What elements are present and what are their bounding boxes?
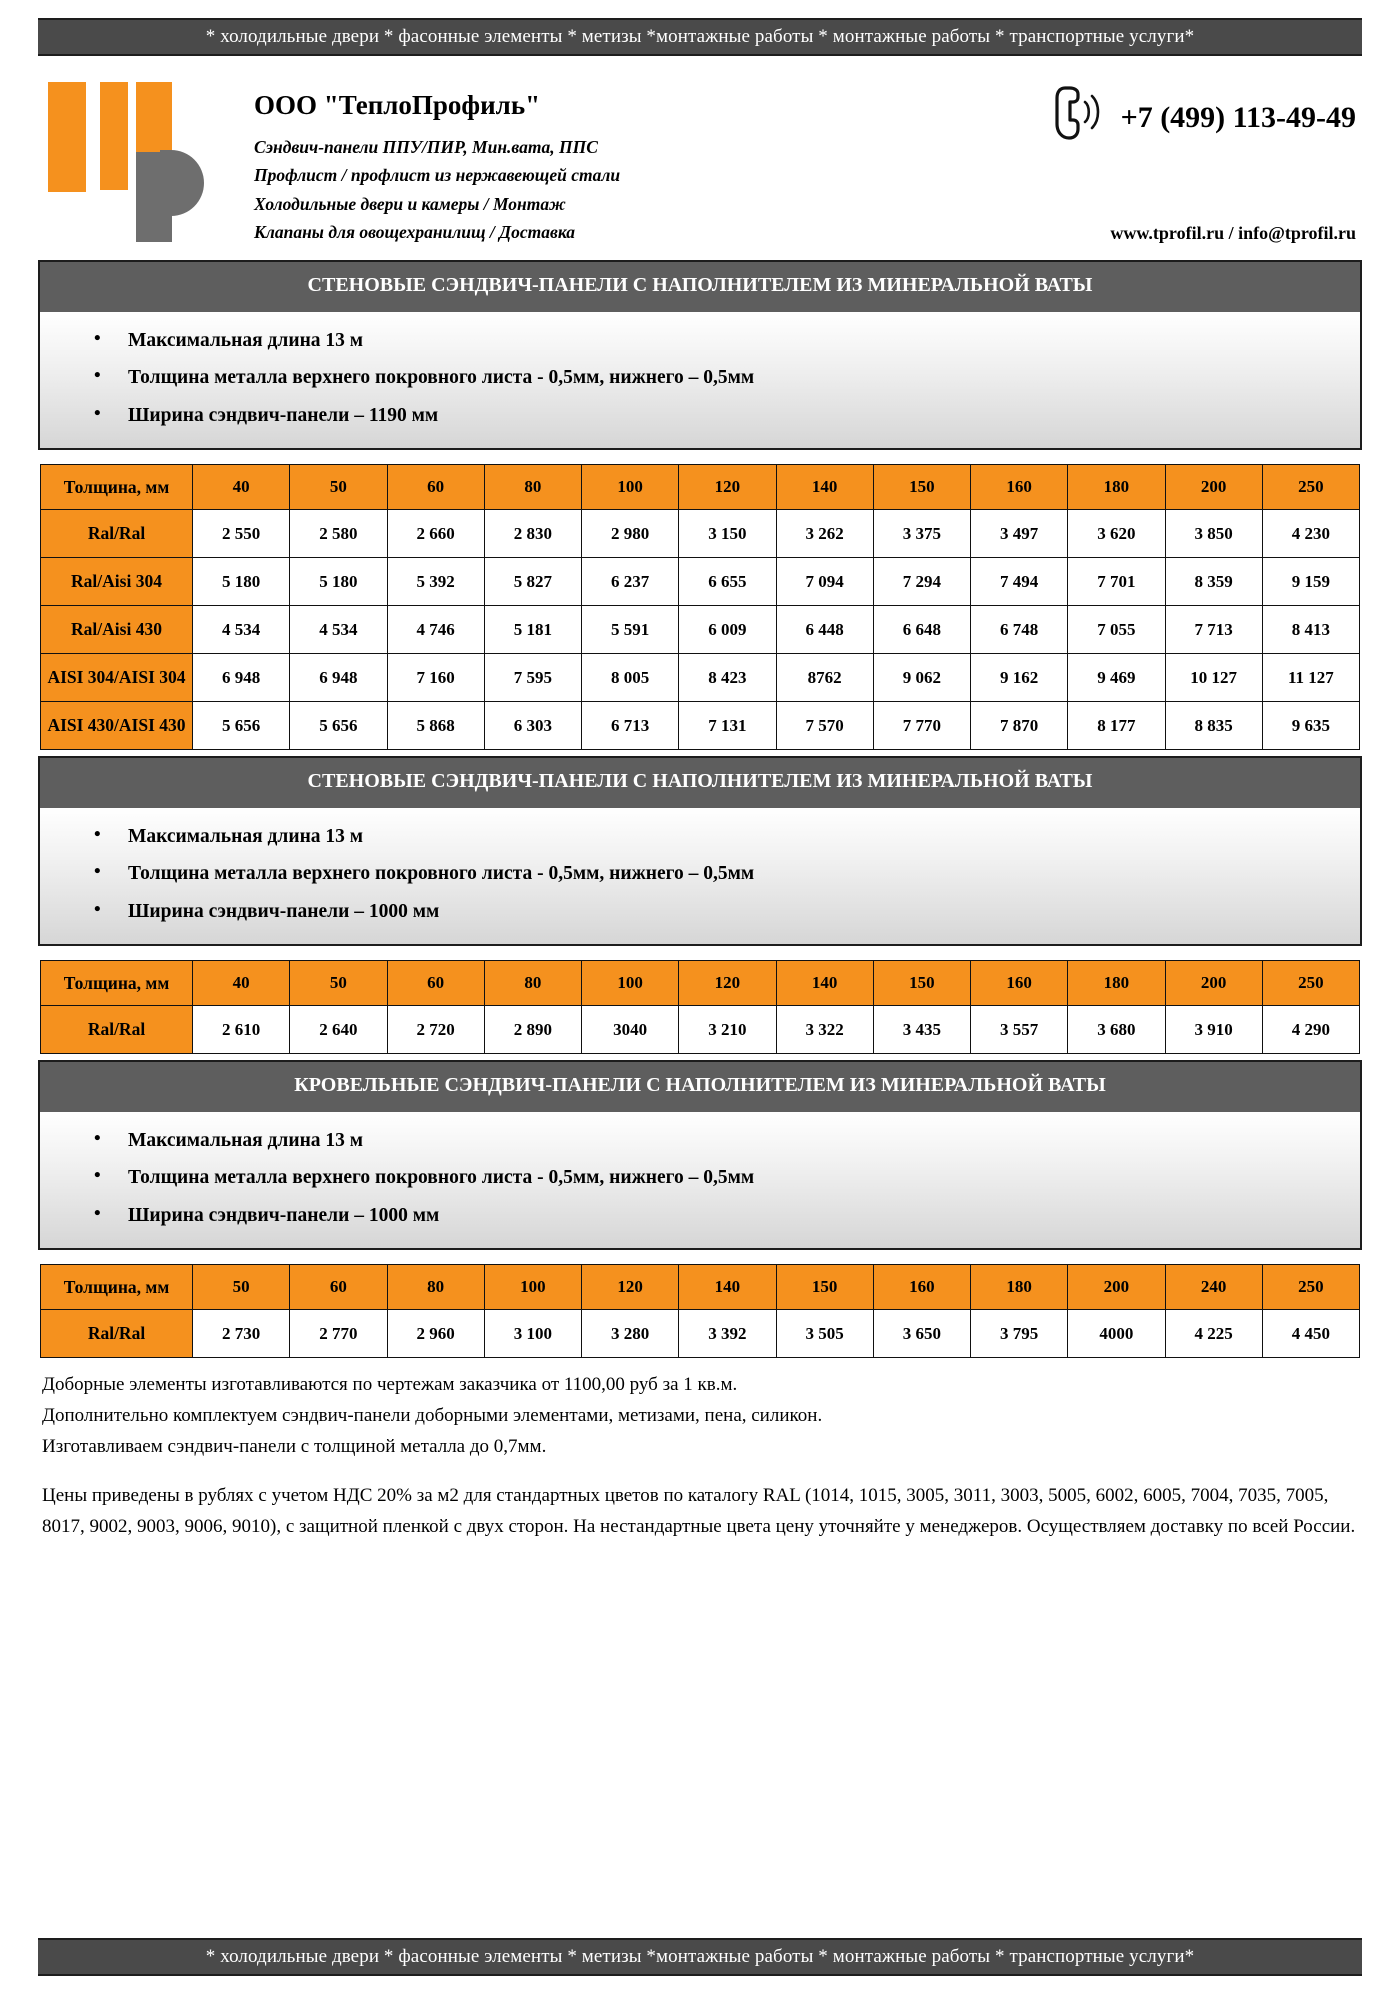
price-cell: 9 469 bbox=[1068, 654, 1165, 702]
table-row bbox=[41, 510, 1360, 558]
note-line-2: Дополнительно комплектуем сэндвич-панели доборными элементами, метизами, пена, силикон. bbox=[42, 1405, 823, 1427]
price-cell: 9 162 bbox=[971, 654, 1068, 702]
company-name: ООО "ТеплоПрофиль" bbox=[254, 90, 541, 120]
price-cell: 3 850 bbox=[1165, 510, 1262, 558]
price-table bbox=[40, 464, 1360, 750]
price-cell: 2 720 bbox=[387, 1006, 484, 1054]
price-cell: 7 595 bbox=[484, 654, 581, 702]
price-cell: 3 150 bbox=[679, 510, 776, 558]
price-cell: 3 680 bbox=[1068, 1006, 1165, 1054]
table-row bbox=[41, 654, 1360, 702]
price-cell: 7 494 bbox=[971, 558, 1068, 606]
price-cell: 2 610 bbox=[193, 1006, 290, 1054]
price-cell: 3 280 bbox=[582, 1310, 679, 1358]
price-cell: 3 435 bbox=[873, 1006, 970, 1054]
price-cell: 9 062 bbox=[873, 654, 970, 702]
price-cell: 5 180 bbox=[290, 558, 387, 606]
thickness-column-header: 150 bbox=[776, 1265, 873, 1310]
top-services-banner bbox=[38, 18, 1362, 56]
section-title: СТЕНОВЫЕ СЭНДВИЧ-ПАНЕЛИ С НАПОЛНИТЕЛЕМ ИЗ МИНЕРАЛЬНОЙ ВАТЫ bbox=[38, 756, 1362, 808]
bullet-item: • Ширина сэндвич-панели – 1190 мм bbox=[94, 397, 1360, 434]
price-cell: 3 375 bbox=[873, 510, 970, 558]
price-cell: 4 450 bbox=[1262, 1310, 1359, 1358]
price-table-wrapper bbox=[38, 464, 1362, 750]
price-cell: 8762 bbox=[776, 654, 873, 702]
price-cell: 5 868 bbox=[387, 702, 484, 750]
coating-row-label: Ral/Ral bbox=[41, 510, 193, 558]
thickness-column-header: 160 bbox=[971, 961, 1068, 1006]
note-line-1: Доборные элементы изготавливаются по чертежам заказчика от 1100,00 руб за 1 кв.м. bbox=[42, 1374, 738, 1396]
price-cell: 8 423 bbox=[679, 654, 776, 702]
price-cell: 4 290 bbox=[1262, 1006, 1359, 1054]
price-cell: 3 100 bbox=[484, 1310, 581, 1358]
price-cell: 3040 bbox=[582, 1006, 679, 1054]
price-cell: 2 890 bbox=[484, 1006, 581, 1054]
thickness-column-header: 180 bbox=[971, 1265, 1068, 1310]
price-cell: 6 648 bbox=[873, 606, 970, 654]
price-cell: 7 770 bbox=[873, 702, 970, 750]
thickness-column-header: 120 bbox=[679, 961, 776, 1006]
bottom-services-banner bbox=[38, 1938, 1362, 1976]
thickness-column-header: 40 bbox=[193, 961, 290, 1006]
price-cell: 2 580 bbox=[290, 510, 387, 558]
price-cell: 5 180 bbox=[193, 558, 290, 606]
panel-section bbox=[38, 1060, 1362, 1358]
thickness-column-header: 140 bbox=[776, 465, 873, 510]
note-line-3: Изготавливаем сэндвич-панели с толщиной металла до 0,7мм. bbox=[42, 1436, 547, 1458]
price-cell: 7 713 bbox=[1165, 606, 1262, 654]
price-cell: 3 392 bbox=[679, 1310, 776, 1358]
price-cell: 6 009 bbox=[679, 606, 776, 654]
section-bullets bbox=[40, 818, 1360, 930]
thickness-column-header: 250 bbox=[1262, 961, 1359, 1006]
company-service-line-4: Клапаны для овощехранилищ / Доставка bbox=[254, 222, 576, 243]
price-cell: 2 830 bbox=[484, 510, 581, 558]
price-cell: 11 127 bbox=[1262, 654, 1359, 702]
thickness-column-header: 180 bbox=[1068, 961, 1165, 1006]
price-cell: 6 948 bbox=[290, 654, 387, 702]
thickness-column-header: 200 bbox=[1165, 465, 1262, 510]
thickness-column-header: 140 bbox=[776, 961, 873, 1006]
price-cell: 3 620 bbox=[1068, 510, 1165, 558]
price-cell: 8 177 bbox=[1068, 702, 1165, 750]
phone-number[interactable]: +7 (499) 113-49-49 bbox=[1120, 100, 1356, 134]
price-cell: 2 980 bbox=[582, 510, 679, 558]
price-cell: 9 159 bbox=[1262, 558, 1359, 606]
price-cell: 3 795 bbox=[971, 1310, 1068, 1358]
bullet-item: • Ширина сэндвич-панели – 1000 мм bbox=[94, 893, 1360, 930]
thickness-column-header: 50 bbox=[193, 1265, 290, 1310]
thickness-column-header: 50 bbox=[290, 465, 387, 510]
price-cell: 8 413 bbox=[1262, 606, 1359, 654]
bottom-banner-text: * холодильные двери * фасонные элементы * метизы *монтажные работы * монтажные работы * транспортные услуги* bbox=[205, 1946, 1195, 1967]
company-header bbox=[38, 56, 1362, 254]
price-cell: 4 534 bbox=[290, 606, 387, 654]
thickness-column-header: 160 bbox=[971, 465, 1068, 510]
table-header-row bbox=[41, 465, 1360, 510]
price-cell: 3 505 bbox=[776, 1310, 873, 1358]
company-service-line-3: Холодильные двери и камеры / Монтаж bbox=[254, 193, 566, 214]
price-cell: 5 827 bbox=[484, 558, 581, 606]
price-cell: 7 055 bbox=[1068, 606, 1165, 654]
price-cell: 6 448 bbox=[776, 606, 873, 654]
coating-row-label: AISI 304/AISI 304 bbox=[41, 654, 193, 702]
thickness-column-header: 100 bbox=[484, 1265, 581, 1310]
price-cell: 2 660 bbox=[387, 510, 484, 558]
thickness-column-header: 150 bbox=[873, 465, 970, 510]
thickness-column-header: 80 bbox=[484, 961, 581, 1006]
thickness-column-header: 240 bbox=[1165, 1265, 1262, 1310]
thickness-column-header: 40 bbox=[193, 465, 290, 510]
price-cell: 7 570 bbox=[776, 702, 873, 750]
price-cell: 8 835 bbox=[1165, 702, 1262, 750]
thickness-column-header: 60 bbox=[290, 1265, 387, 1310]
bullet-item: • Максимальная длина 13 м bbox=[94, 322, 1360, 359]
price-table-wrapper bbox=[38, 1264, 1362, 1358]
table-row bbox=[41, 1006, 1360, 1054]
thickness-corner-label: Толщина, мм bbox=[41, 465, 193, 510]
sections-container bbox=[38, 260, 1362, 1358]
section-title: СТЕНОВЫЕ СЭНДВИЧ-ПАНЕЛИ С НАПОЛНИТЕЛЕМ ИЗ МИНЕРАЛЬНОЙ ВАТЫ bbox=[38, 260, 1362, 312]
thickness-column-header: 120 bbox=[582, 1265, 679, 1310]
price-cell: 8 005 bbox=[582, 654, 679, 702]
thickness-corner-label: Толщина, мм bbox=[41, 1265, 193, 1310]
price-cell: 4 746 bbox=[387, 606, 484, 654]
price-table-wrapper bbox=[38, 960, 1362, 1054]
table-row bbox=[41, 702, 1360, 750]
bullet-item: • Максимальная длина 13 м bbox=[94, 1122, 1360, 1159]
price-cell: 3 262 bbox=[776, 510, 873, 558]
table-header-row bbox=[41, 1265, 1360, 1310]
price-cell: 4000 bbox=[1068, 1310, 1165, 1358]
thickness-column-header: 60 bbox=[387, 465, 484, 510]
price-cell: 2 640 bbox=[290, 1006, 387, 1054]
price-cell: 5 656 bbox=[193, 702, 290, 750]
company-info bbox=[254, 78, 620, 246]
thickness-column-header: 160 bbox=[873, 1265, 970, 1310]
price-cell: 7 870 bbox=[971, 702, 1068, 750]
bullet-item: • Толщина металла верхнего покровного листа - 0,5мм, нижнего – 0,5мм bbox=[94, 855, 1360, 892]
price-cell: 3 557 bbox=[971, 1006, 1068, 1054]
price-cell: 4 225 bbox=[1165, 1310, 1262, 1358]
section-bullets bbox=[40, 1122, 1360, 1234]
thickness-column-header: 60 bbox=[387, 961, 484, 1006]
table-row bbox=[41, 606, 1360, 654]
price-cell: 8 359 bbox=[1165, 558, 1262, 606]
price-cell: 2 730 bbox=[193, 1310, 290, 1358]
contact-block bbox=[926, 84, 1356, 244]
price-cell: 6 655 bbox=[679, 558, 776, 606]
price-cell: 3 650 bbox=[873, 1310, 970, 1358]
phone-icon bbox=[1053, 84, 1107, 151]
price-cell: 4 230 bbox=[1262, 510, 1359, 558]
section-body bbox=[38, 1112, 1362, 1250]
price-cell: 7 701 bbox=[1068, 558, 1165, 606]
price-cell: 7 160 bbox=[387, 654, 484, 702]
table-row bbox=[41, 558, 1360, 606]
notes-block bbox=[38, 1370, 1362, 1542]
price-cell: 5 181 bbox=[484, 606, 581, 654]
price-list-page bbox=[0, 18, 1400, 1998]
coating-row-label: Ral/Aisi 304 bbox=[41, 558, 193, 606]
price-cell: 6 748 bbox=[971, 606, 1068, 654]
company-service-line-1: Сэндвич-панели ППУ/ПИР, Мин.вата, ППС bbox=[254, 137, 598, 157]
bullet-item: • Максимальная длина 13 м bbox=[94, 818, 1360, 855]
price-cell: 3 210 bbox=[679, 1006, 776, 1054]
thickness-column-header: 140 bbox=[679, 1265, 776, 1310]
price-table bbox=[40, 1264, 1360, 1358]
thickness-column-header: 250 bbox=[1262, 465, 1359, 510]
section-body bbox=[38, 312, 1362, 450]
thickness-column-header: 180 bbox=[1068, 465, 1165, 510]
price-table bbox=[40, 960, 1360, 1054]
price-cell: 7 131 bbox=[679, 702, 776, 750]
price-cell: 6 237 bbox=[582, 558, 679, 606]
bullet-item: • Толщина металла верхнего покровного листа - 0,5мм, нижнего – 0,5мм bbox=[94, 359, 1360, 396]
price-cell: 2 550 bbox=[193, 510, 290, 558]
thickness-column-header: 50 bbox=[290, 961, 387, 1006]
thickness-column-header: 80 bbox=[484, 465, 581, 510]
coating-row-label: Ral/Ral bbox=[41, 1006, 193, 1054]
thickness-column-header: 120 bbox=[679, 465, 776, 510]
price-cell: 6 948 bbox=[193, 654, 290, 702]
section-title: КРОВЕЛЬНЫЕ СЭНДВИЧ-ПАНЕЛИ С НАПОЛНИТЕЛЕМ ИЗ МИНЕРАЛЬНОЙ ВАТЫ bbox=[38, 1060, 1362, 1112]
price-cell: 6 713 bbox=[582, 702, 679, 750]
price-cell: 5 656 bbox=[290, 702, 387, 750]
table-row bbox=[41, 1310, 1360, 1358]
price-cell: 5 591 bbox=[582, 606, 679, 654]
price-cell: 7 294 bbox=[873, 558, 970, 606]
price-cell: 3 497 bbox=[971, 510, 1068, 558]
price-cell: 2 960 bbox=[387, 1310, 484, 1358]
thickness-column-header: 250 bbox=[1262, 1265, 1359, 1310]
thickness-column-header: 100 bbox=[582, 961, 679, 1006]
coating-row-label: Ral/Ral bbox=[41, 1310, 193, 1358]
bullet-item: • Ширина сэндвич-панели – 1000 мм bbox=[94, 1197, 1360, 1234]
price-cell: 10 127 bbox=[1165, 654, 1262, 702]
thickness-column-header: 150 bbox=[873, 961, 970, 1006]
coating-row-label: Ral/Aisi 430 bbox=[41, 606, 193, 654]
table-header-row bbox=[41, 961, 1360, 1006]
price-cell: 6 303 bbox=[484, 702, 581, 750]
bullet-item: • Толщина металла верхнего покровного листа - 0,5мм, нижнего – 0,5мм bbox=[94, 1159, 1360, 1196]
price-cell: 7 094 bbox=[776, 558, 873, 606]
note-paragraph-prices: Цены приведены в рублях с учетом НДС 20% за м2 для стандартных цветов по каталогу RAL (1014, 1015, 3005, 3011, 3003, 5005, 6002, 6005, 7004, 7035, 7005, 8017, 9002, 9003, 9006, 9010), с защитной пленкой с двух сторон. На нестандартные цвета цену уточняйте у менеджеров. Осуществляем доставку по всей России. bbox=[42, 1485, 1356, 1537]
price-cell: 5 392 bbox=[387, 558, 484, 606]
section-bullets bbox=[40, 322, 1360, 434]
price-cell: 9 635 bbox=[1262, 702, 1359, 750]
thickness-column-header: 80 bbox=[387, 1265, 484, 1310]
thickness-column-header: 200 bbox=[1165, 961, 1262, 1006]
price-cell: 2 770 bbox=[290, 1310, 387, 1358]
price-cell: 3 910 bbox=[1165, 1006, 1262, 1054]
company-logo-icon bbox=[42, 78, 202, 228]
thickness-corner-label: Толщина, мм bbox=[41, 961, 193, 1006]
coating-row-label: AISI 430/AISI 430 bbox=[41, 702, 193, 750]
thickness-column-header: 100 bbox=[582, 465, 679, 510]
price-cell: 3 322 bbox=[776, 1006, 873, 1054]
price-cell: 4 534 bbox=[193, 606, 290, 654]
top-banner-text: * холодильные двери * фасонные элементы * метизы *монтажные работы * монтажные работы * транспортные услуги* bbox=[205, 26, 1195, 47]
section-body bbox=[38, 808, 1362, 946]
panel-section bbox=[38, 756, 1362, 1054]
website-email[interactable]: www.tprofil.ru / info@tprofil.ru bbox=[1110, 223, 1356, 243]
company-service-line-2: Профлист / профлист из нержавеющей стали bbox=[254, 165, 621, 186]
thickness-column-header: 200 bbox=[1068, 1265, 1165, 1310]
panel-section bbox=[38, 260, 1362, 750]
